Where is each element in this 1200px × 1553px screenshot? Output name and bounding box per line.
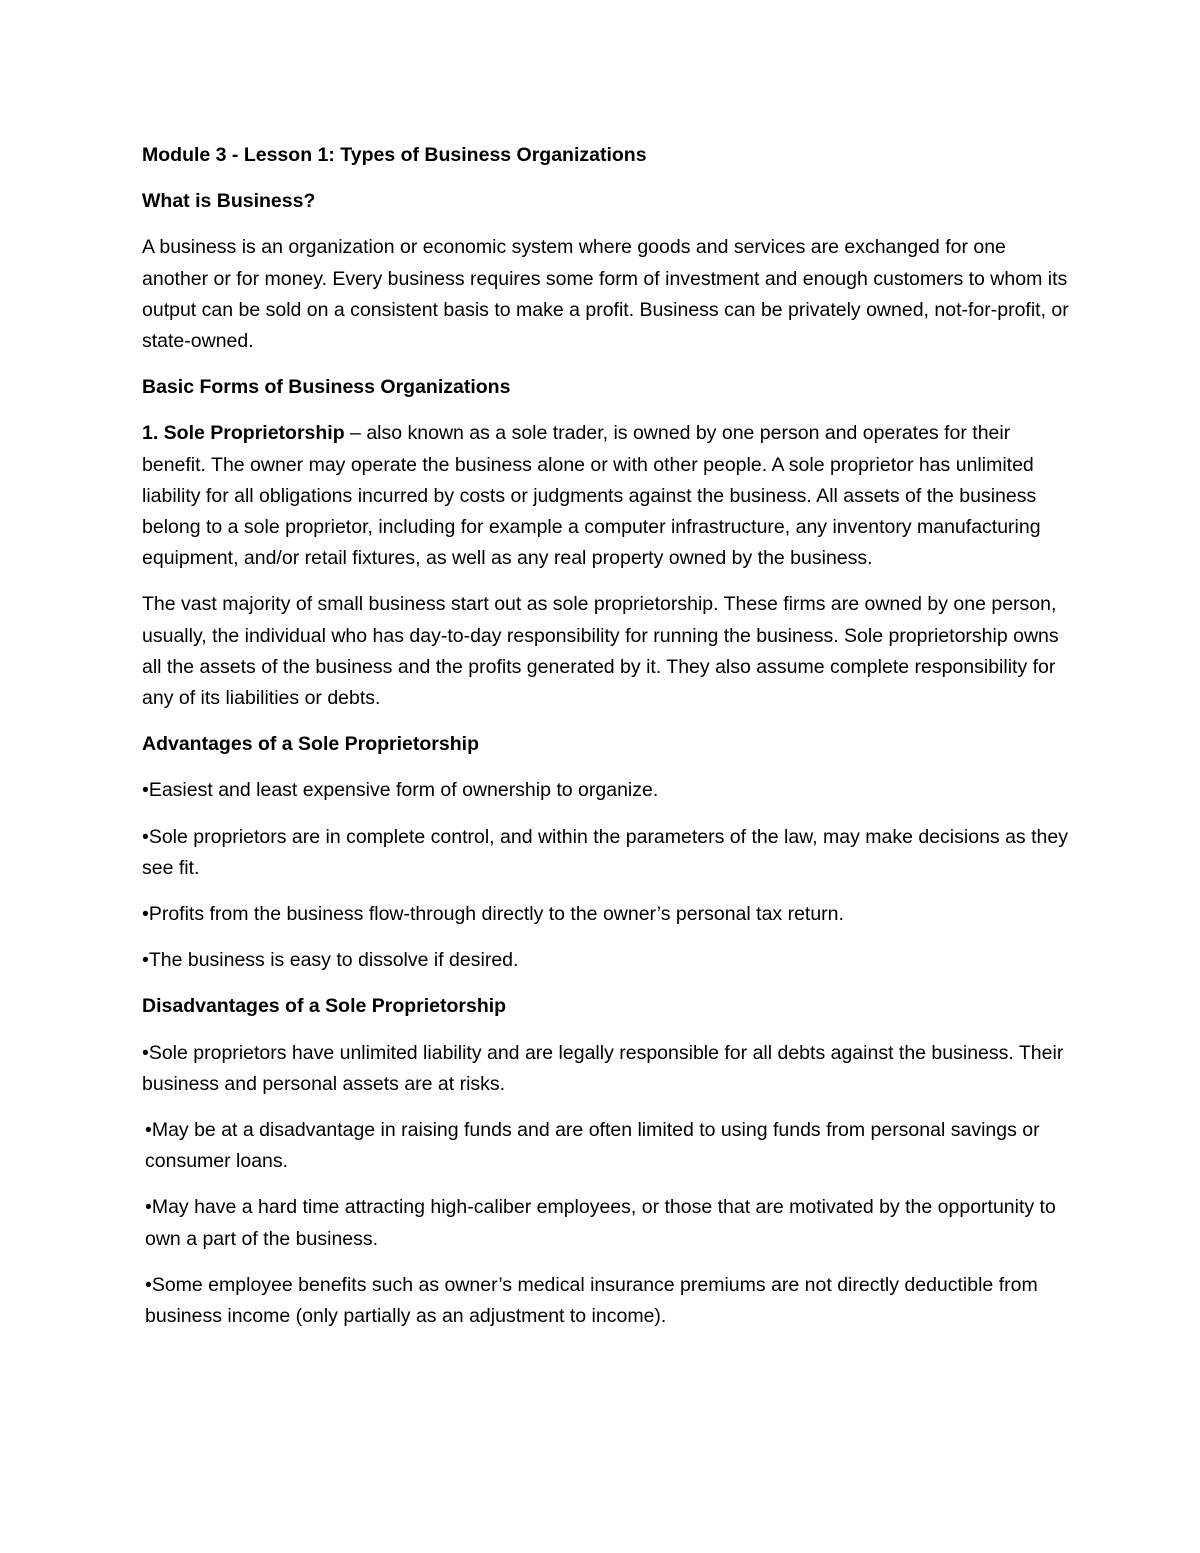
section-heading-disadvantages: Disadvantages of a Sole Proprietorship xyxy=(142,995,507,1018)
document-body xyxy=(142,140,1072,1347)
advantage-item: •Profits from the business flow-through directly to the owner’s personal tax return. xyxy=(142,903,844,926)
sole-proprietorship-text: – also known as a sole trader, is owned by one person and operates for their benefit. The owner may operate the business alone or with other people. A sole proprietor has unlimited liability for all obligations incurred by costs or judgments against the business. All assets of the business belong to a sole proprietor, including for example a computer infrastructure, any inventory manufacturing equipment, and/or retail fixtures, as well as any real property owned by the business. xyxy=(142,422,1041,570)
sole-proprietorship-label: 1. Sole Proprietorship xyxy=(142,422,345,445)
section-heading-advantages: Advantages of a Sole Proprietorship xyxy=(142,733,479,756)
section-heading-basic-forms: Basic Forms of Business Organizations xyxy=(142,376,511,399)
paragraph-business-definition: A business is an organization or economic system where goods and services are exchanged for one another or for money. Every business requires some form of investment and enough customers to whom its output can be sold on a consistent basis to make a profit. Business can be privately owned, not-for-profit, or state-owned. xyxy=(142,236,1069,353)
paragraph-sole-proprietorship xyxy=(142,418,1072,574)
document-title: Module 3 - Lesson 1: Types of Business Organizations xyxy=(142,144,647,166)
advantage-item: •Easiest and least expensive form of ownership to organize. xyxy=(142,779,659,802)
disadvantage-item: •May be at a disadvantage in raising funds and are often limited to using funds from personal savings or consumer loans. xyxy=(145,1119,1040,1173)
disadvantage-item: •May have a hard time attracting high-caliber employees, or those that are motivated by the opportunity to own a part of the business. xyxy=(145,1196,1056,1250)
advantage-item: •The business is easy to dissolve if desired. xyxy=(142,949,519,972)
section-heading-what-is-business: What is Business? xyxy=(142,190,316,213)
disadvantage-item: •Sole proprietors have unlimited liability and are legally responsible for all debts against the business. Their business and personal assets are at risks. xyxy=(142,1041,1064,1095)
advantage-item: •Sole proprietors are in complete control, and within the parameters of the law, may make decisions as they see fit. xyxy=(142,825,1068,879)
paragraph-majority-small-business: The vast majority of small business start out as sole proprietorship. These firms are owned by one person, usually, the individual who has day-to-day responsibility for running the business. Sole proprietorship owns all the assets of the business and the profits generated by it. They also assume complete responsibility for any of its liabilities or debts. xyxy=(142,593,1059,710)
disadvantage-item: •Some employee benefits such as owner’s medical insurance premiums are not directly deductible from business income (only partially as an adjustment to income). xyxy=(145,1273,1038,1328)
